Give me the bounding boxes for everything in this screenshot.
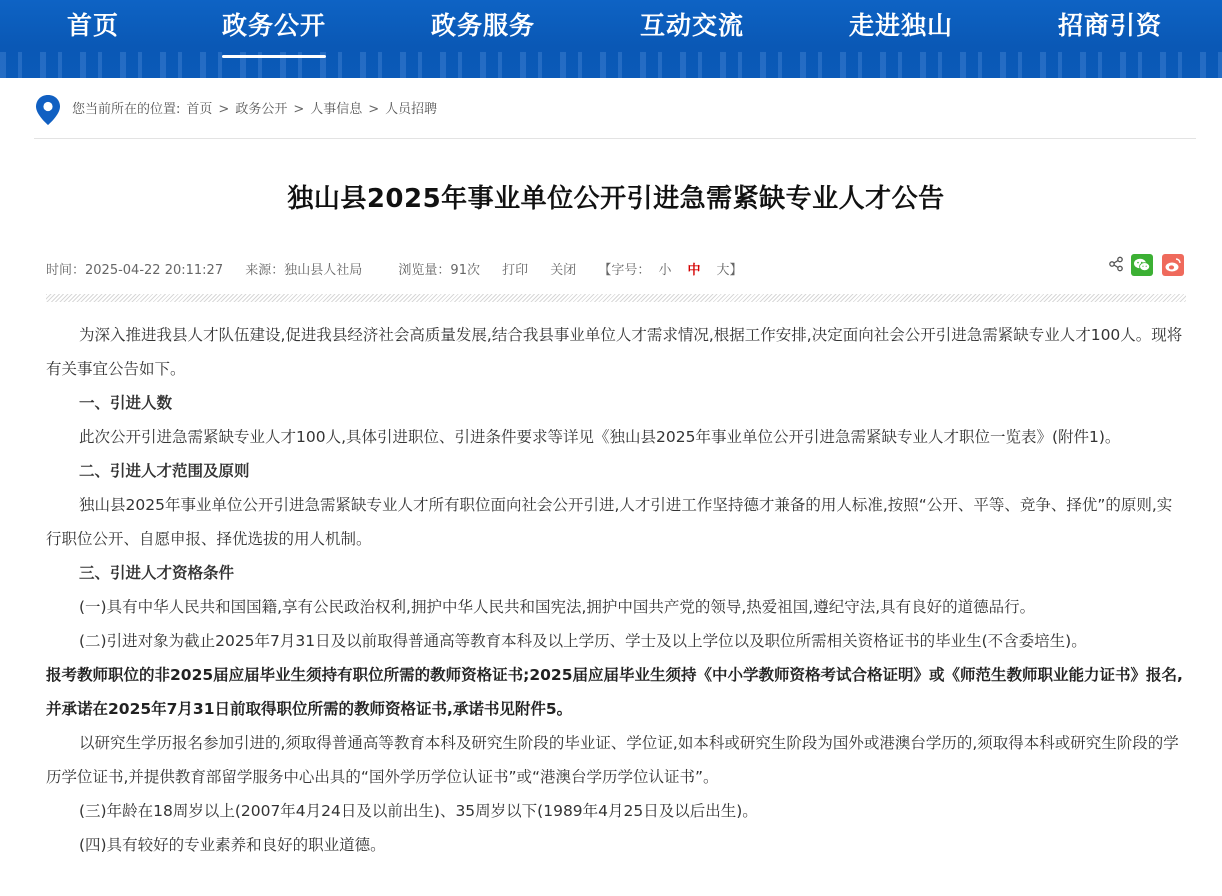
paragraph-condition-3: (三)年龄在18周岁以上(2007年4月24日及以前出生)、35周岁以下(1989年4月25日及以后出生)。 xyxy=(79,802,758,820)
breadcrumb-link-personnel-info[interactable]: 人事信息 xyxy=(310,102,363,117)
paragraph-condition-1: (一)具有中华人民共和国国籍,享有公民政治权利,拥护中华人民共和国宪法,拥护中国共产党的领导,热爱祖国,遵纪守法,具有良好的道德品行。 xyxy=(79,598,1036,616)
dotted-divider xyxy=(46,294,1186,302)
top-navigation xyxy=(0,0,1222,78)
breadcrumb-separator: > xyxy=(218,102,230,117)
fontsize-label: 【字号： xyxy=(598,263,651,278)
article-body xyxy=(46,318,1186,862)
nav-item-government-services[interactable]: 政务服务 xyxy=(431,11,536,40)
breadcrumb-link-government-affairs[interactable]: 政务公开 xyxy=(235,102,288,117)
nav-item-home[interactable]: 首页 xyxy=(67,11,120,40)
nav-item-investment[interactable]: 招商引资 xyxy=(1058,11,1163,40)
views-label: 浏览量： xyxy=(398,263,451,278)
wechat-icon[interactable] xyxy=(1131,254,1153,276)
paragraph-intro: 为深入推进我县人才队伍建设,促进我县经济社会高质量发展,结合我县事业单位人才需求情况,根据工作安排,决定面向社会公开引进急需紧缺专业人才100人。现将有关事宜公告如下。 xyxy=(46,326,1183,378)
source-value: 独山县人社局 xyxy=(284,263,363,278)
breadcrumb-separator: > xyxy=(293,102,305,117)
breadcrumb-link-home[interactable]: 首页 xyxy=(186,102,213,117)
nav-item-about-dushan[interactable]: 走进独山 xyxy=(849,11,954,40)
fontsize-large-button[interactable]: 大】 xyxy=(716,263,743,278)
views-value: 91次 xyxy=(450,263,480,278)
source-label: 来源： xyxy=(245,263,285,278)
close-link[interactable]: 关闭 xyxy=(550,263,577,278)
paragraph-postgraduate: 以研究生学历报名参加引进的,须取得普通高等教育本科及研究生阶段的毕业证、学位证,如本科或研究生阶段为国外或港澳台学历的,须取得本科或研究生阶段的学历学位证书,并提供教育部留学服务中心出具的“国外学历学位认证书”或“港澳台学历学位认证书”。 xyxy=(46,734,1179,786)
nav-item-government-affairs[interactable]: 政务公开 xyxy=(222,8,326,44)
breadcrumb-prefix: 您当前所在的位置: xyxy=(72,102,181,117)
print-link[interactable]: 打印 xyxy=(502,263,529,278)
paragraph-section-1: 此次公开引进急需紧缺专业人才100人,具体引进职位、引进条件要求等详见《独山县2025年事业单位公开引进急需紧缺专业人才职位一览表》(附件1)。 xyxy=(79,428,1121,446)
publish-time: 2025-04-22 20:11:27 xyxy=(85,263,224,278)
article-title: 独山县2025年事业单位公开引进急需紧缺专业人才公告 xyxy=(287,184,945,214)
article-meta xyxy=(46,259,742,278)
nav-item-interaction[interactable]: 互动交流 xyxy=(640,11,745,40)
time-label: 时间： xyxy=(46,263,86,278)
location-pin-icon xyxy=(34,94,62,126)
nav-decoration xyxy=(0,52,1222,78)
paragraph-condition-2: (二)引进对象为截止2025年7月31日及以前取得普通高等教育本科及以上学历、学士及以上学位以及职位所需相关资格证书的毕业生(不含委培生)。 xyxy=(79,632,1087,650)
share-icon[interactable] xyxy=(1108,256,1124,272)
breadcrumb xyxy=(34,92,1196,139)
paragraph-condition-4: (四)具有较好的专业素养和良好的职业道德。 xyxy=(79,836,386,854)
breadcrumb-trail xyxy=(72,98,443,117)
breadcrumb-separator: > xyxy=(368,102,380,117)
paragraph-section-2: 独山县2025年事业单位公开引进急需紧缺专业人才所有职位面向社会公开引进,人才引进工作坚持德才兼备的用人标准,按照“公开、平等、竞争、择优”的原则,实行职位公开、自愿申报、择优选拔的用人机制。 xyxy=(46,496,1173,548)
weibo-icon[interactable] xyxy=(1162,254,1184,276)
fontsize-medium-button[interactable]: 中 xyxy=(687,263,701,278)
breadcrumb-link-recruitment[interactable]: 人员招聘 xyxy=(385,102,438,117)
paragraph-teacher-requirement: 报考教师职位的非2025届应届毕业生须持有职位所需的教师资格证书;2025届应届毕业生须持《中小学教师资格考试合格证明》或《师范生教师职业能力证书》报名,并承诺在2025年7月31日前取得职位所需的教师资格证书,承诺书见附件5。 xyxy=(46,666,1183,718)
section-heading-1: 一、引进人数 xyxy=(79,394,173,412)
section-heading-2: 二、引进人才范围及原则 xyxy=(79,462,250,480)
section-heading-3: 三、引进人才资格条件 xyxy=(79,564,235,582)
fontsize-small-button[interactable]: 小 xyxy=(658,263,672,278)
